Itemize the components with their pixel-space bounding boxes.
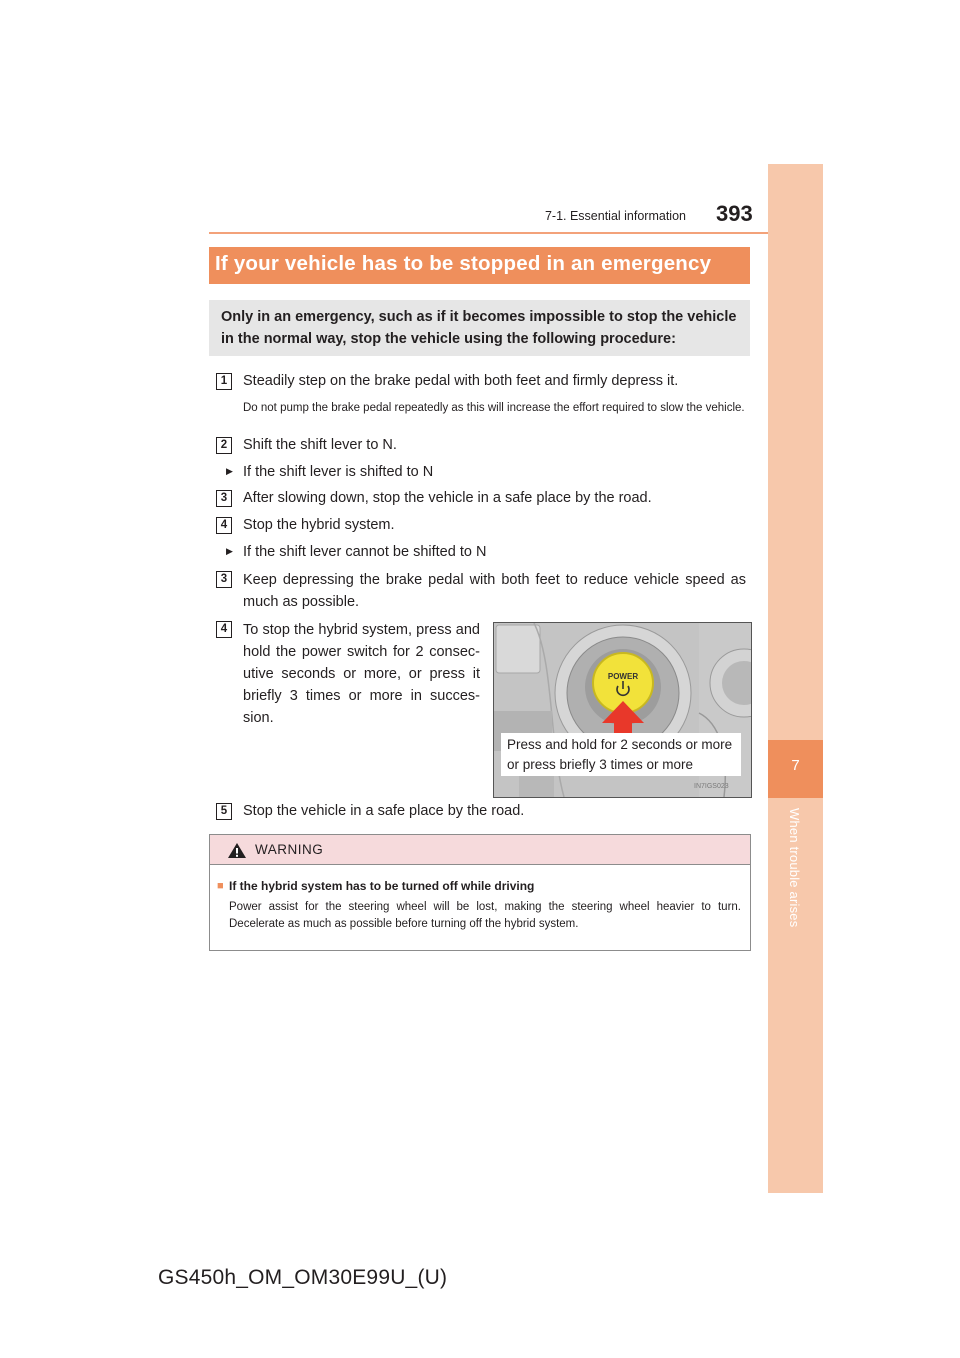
step-text: Stop the hybrid system. [243, 517, 395, 533]
step-number-badge: 1 [216, 373, 232, 390]
step-text: Keep depressing the brake pedal with both feet to reduce vehicle speed as much as possible. [243, 572, 746, 610]
page-number: 393 [716, 201, 753, 226]
step-number-badge: 2 [216, 437, 232, 454]
section-title: If your vehicle has to be stopped in an emergency [215, 252, 712, 275]
step-text: After slowing down, stop the vehicle in a safe place by the road. [243, 490, 652, 506]
chapter-side-strip [768, 164, 823, 1193]
warning-heading: If the hybrid system has to be turned off while driving [229, 879, 535, 893]
branch-heading-text: If the shift lever cannot be shifted to N [243, 544, 487, 560]
callout-text: Press and hold for 2 seconds or more or press briefly 3 times or more [507, 737, 733, 772]
branch-heading [226, 464, 433, 480]
warning-header [210, 835, 750, 865]
triangle-right-icon: ▶ [226, 466, 233, 476]
chapter-number: 7 [791, 757, 800, 774]
step-note: Do not pump the brake pedal repeatedly as this will increase the effort required to slow the vehicle. [243, 402, 745, 414]
step-text: Shift the shift lever to N. [243, 437, 397, 453]
intro-text: Only in an emergency, such as if it becomes impossible to stop the vehicle in the normal way, stop the vehicle using the following procedure: [221, 309, 737, 347]
illustration-callout [501, 733, 741, 776]
branch-heading-text: If the shift lever is shifted to N [243, 464, 434, 480]
warning-box [209, 834, 751, 951]
document-code: GS450h_OM_OM30E99U_(U) [158, 1266, 448, 1289]
power-button-label: POWER [607, 672, 639, 681]
step-number-badge: 4 [216, 621, 232, 638]
section-header: 7-1. Essential information [544, 209, 686, 223]
step-number-badge: 3 [216, 571, 232, 588]
intro-box [209, 300, 750, 356]
warning-body: Power assist for the steering wheel will be lost, making the steering wheel heavier to turn. Decelerate as much as possible before turning off the hybrid system. [229, 901, 741, 930]
branch-heading [226, 544, 486, 560]
square-bullet-icon: ■ [217, 880, 224, 892]
header-divider [209, 232, 823, 234]
illustration-code: IN7IGS023 [694, 783, 729, 790]
warning-triangle-icon [227, 842, 247, 859]
triangle-right-icon: ▶ [226, 546, 233, 556]
step-text: Steadily step on the brake pedal with both feet and firmly depress it. [243, 373, 679, 389]
step-number-badge: 5 [216, 803, 232, 820]
chapter-label: When trouble arises [787, 808, 802, 928]
step-text: Stop the vehicle in a safe place by the road. [243, 803, 525, 819]
step-number-badge: 4 [216, 517, 232, 534]
warning-label: WARNING [255, 842, 324, 857]
step-number-badge: 3 [216, 490, 232, 507]
section-title-bar [209, 247, 750, 284]
step-text: To stop the hybrid system, press and hold the power switch for 2 consec-utive seconds or more, or press it briefly 3 times or more in succes-sion. [243, 622, 480, 726]
